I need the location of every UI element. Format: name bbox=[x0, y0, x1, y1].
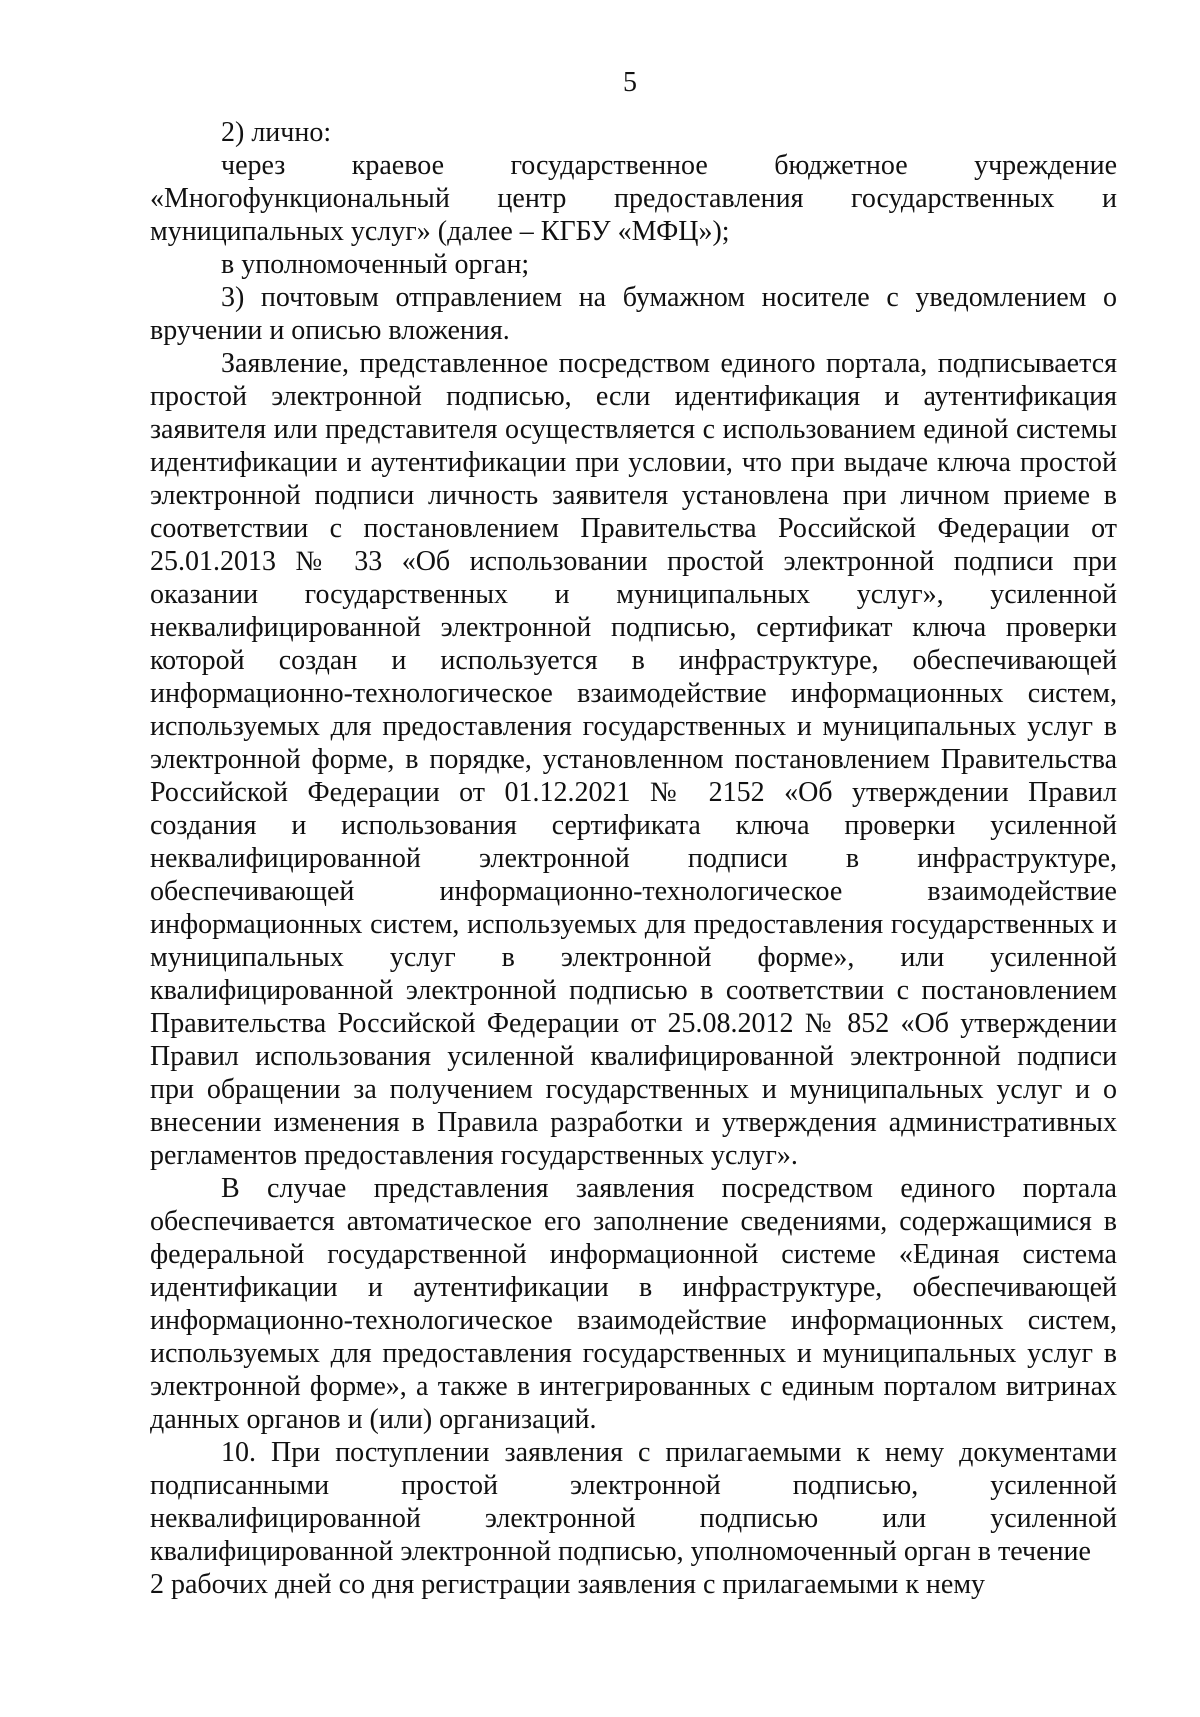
paragraph-item-10: 10. При поступлении заявления с прилагаемыми к нему документами подписанными простой электронной подписью, усиленной неквалифицированной электронной подписью или усиленной квалифицированной электронной подписью, уполномоченный орган в течение bbox=[150, 1437, 1117, 1567]
document-body bbox=[150, 116, 1117, 1601]
paragraph-via-mfc: через краевое государственное бюджетное учреждение «Многофункциональный центр предоставления государственных и муниципальных услуг» (далее – КГБУ «МФЦ»); bbox=[150, 150, 1117, 247]
paragraph-auto-fill: В случае представления заявления посредством единого портала обеспечивается автоматическое его заполнение сведениями, содержащимися в федеральной государственной информационной системе «Единая система идентификации и аутентификации в инфраструктуре, обеспечивающей информационно-технологическое взаимодействие информационных систем, используемых для предоставления государственных и муниципальных услуг в электронной форме», а также в интегрированных с единым порталом витринах данных органов и (или) организаций. bbox=[150, 1173, 1117, 1435]
paragraph-personal: 2) лично: bbox=[221, 117, 332, 148]
page-number: 5 bbox=[623, 67, 637, 98]
paragraph-postal: 3) почтовым отправлением на бумажном носителе с уведомлением о вручении и описью вложения. bbox=[150, 282, 1117, 346]
paragraph-electronic-signature: Заявление, представленное посредством единого портала, подписывается простой электронной подписью, если идентификация и аутентификация заявителя или представителя осуществляется с использованием единой системы идентификации и аутентификации при условии, что при выдаче ключа простой электронной подписи личность заявителя установлена при личном приеме в соответствии с постановлением Правительства Российской Федерации от 25.01.2013 № 33 «Об использовании простой электронной подписи при оказании государственных и муниципальных услуг», усиленной неквалифицированной электронной подписью, сертификат ключа проверки которой создан и используется в инфраструктуре, обеспечивающей информационно-технологическое взаимодействие информационных систем, используемых для предоставления государственных и муниципальных услуг в электронной форме, в порядке, установленном постановлением Правительства Российской Федерации от 01.12.2021 № 2152 «Об утверждении Правил создания и использования сертификата ключа проверки усиленной неквалифицированной электронной подписи в инфраструктуре, обеспечивающей информационно-технологическое взаимодействие информационных систем, используемых для предоставления государственных и муниципальных услуг в электронной форме», или усиленной квалифицированной электронной подписью в соответствии с постановлением Правительства Российской Федерации от 25.08.2012 № 852 «Об утверждении Правил использования усиленной квалифицированной электронной подписи при обращении за получением государственных и муниципальных услуг и о внесении изменения в Правила разработки и утверждения административных регламентов предоставления государственных услуг». bbox=[150, 348, 1117, 1171]
paragraph-last-line: 2 рабочих дней со дня регистрации заявления с прилагаемыми к нему bbox=[150, 1569, 986, 1600]
paragraph-authorized-body: в уполномоченный орган; bbox=[221, 249, 530, 280]
